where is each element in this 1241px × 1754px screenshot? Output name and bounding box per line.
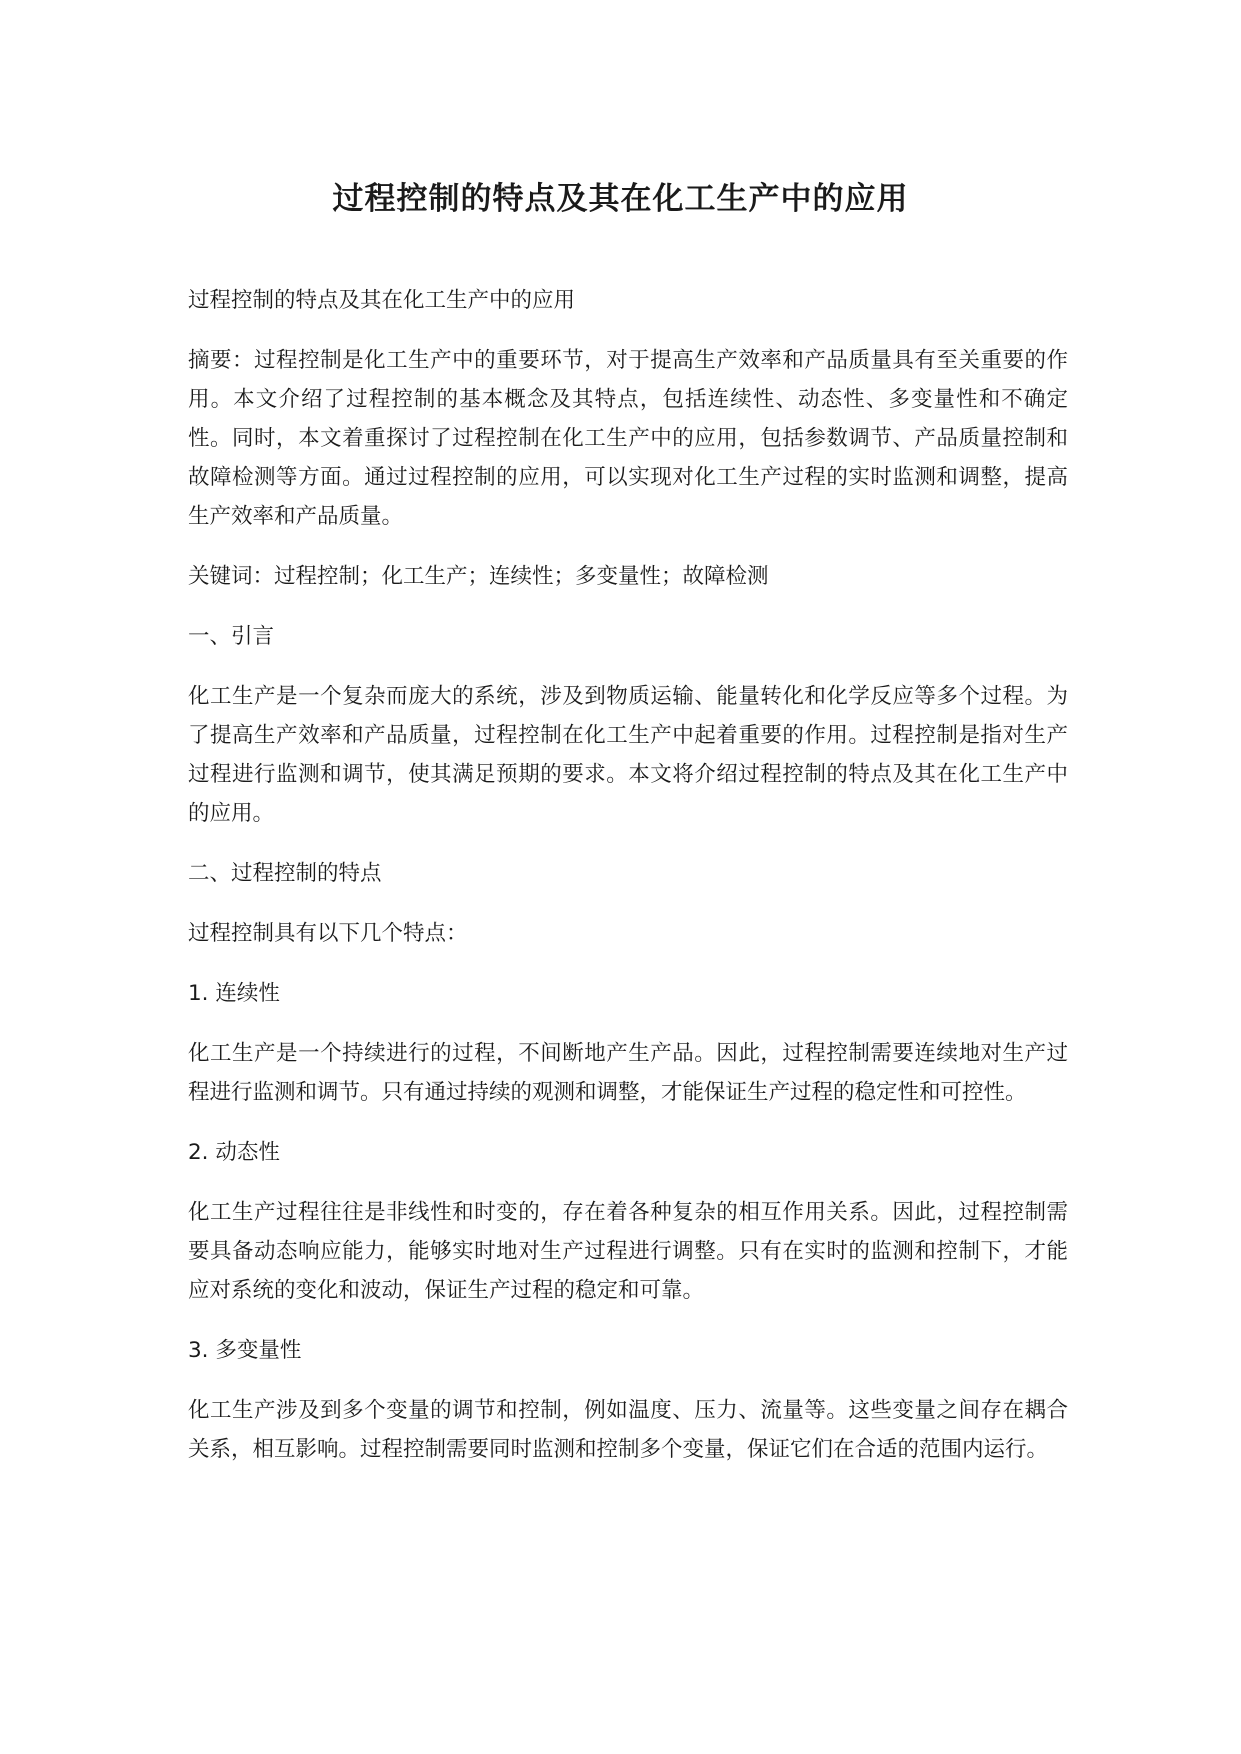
feature-heading-multivariable: 3. 多变量性	[188, 1338, 302, 1363]
keywords-line: 关键词：过程控制；化工生产；连续性；多变量性；故障检测	[188, 564, 769, 589]
document-title: 过程控制的特点及其在化工生产中的应用	[332, 181, 909, 217]
feature-heading-dynamics: 2. 动态性	[188, 1140, 280, 1165]
feature-paragraph-dynamics: 化工生产过程往往是非线性和时变的，存在着各种复杂的相互作用关系。因此，过程控制需要具备动态响应能力，能够实时地对生产过程进行调整。只有在实时的监测和控制下，才能应对系统的变化和波动，保证生产过程的稳定和可靠。	[188, 1200, 1068, 1303]
feature-paragraph-continuity: 化工生产是一个持续进行的过程，不间断地产生产品。因此，过程控制需要连续地对生产过程进行监测和调节。只有通过持续的观测和调整，才能保证生产过程的稳定性和可控性。	[188, 1041, 1068, 1105]
features-intro: 过程控制具有以下几个特点：	[188, 921, 468, 946]
feature-heading-continuity: 1. 连续性	[188, 981, 280, 1006]
section-heading-introduction: 一、引言	[188, 624, 275, 649]
section-heading-features: 二、过程控制的特点	[188, 861, 382, 886]
abstract-paragraph: 摘要：过程控制是化工生产中的重要环节，对于提高生产效率和产品质量具有至关重要的作用。本文介绍了过程控制的基本概念及其特点，包括连续性、动态性、多变量性和不确定性。同时，本文着重探讨了过程控制在化工生产中的应用，包括参数调节、产品质量控制和故障检测等方面。通过过程控制的应用，可以实现对化工生产过程的实时监测和调整，提高生产效率和产品质量。	[188, 348, 1068, 529]
document-body	[188, 281, 1068, 1490]
introduction-paragraph: 化工生产是一个复杂而庞大的系统，涉及到物质运输、能量转化和化学反应等多个过程。为了提高生产效率和产品质量，过程控制在化工生产中起着重要的作用。过程控制是指对生产过程进行监测和调节，使其满足预期的要求。本文将介绍过程控制的特点及其在化工生产中的应用。	[188, 684, 1068, 826]
feature-paragraph-multivariable: 化工生产涉及到多个变量的调节和控制，例如温度、压力、流量等。这些变量之间存在耦合关系，相互影响。过程控制需要同时监测和控制多个变量，保证它们在合适的范围内运行。	[188, 1398, 1068, 1462]
subtitle: 过程控制的特点及其在化工生产中的应用	[188, 288, 576, 313]
